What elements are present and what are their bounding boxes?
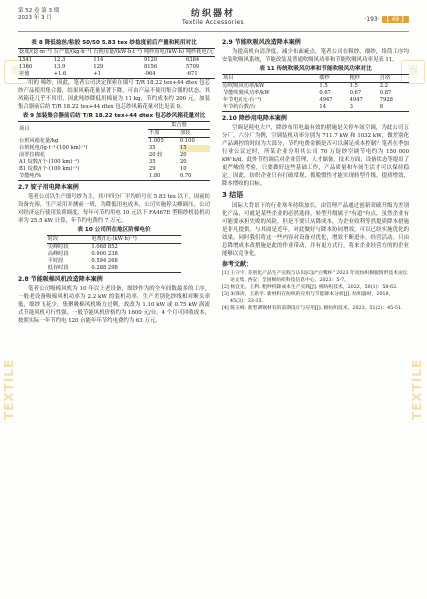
table-header: 吨纱用电/(kW·h) (143, 49, 184, 55)
reference-item: [4] 陈玉峰. 新型调钢材有的前期设计与应用[J]. 棉纺织技术，2023，51(2)：45-51. (222, 306, 403, 311)
table-cell: 0.100 (179, 138, 195, 144)
journal-title (168, 6, 258, 26)
table-cell: 3 (349, 104, 379, 112)
table-cell: 平时段 (47, 258, 64, 264)
watermark-text: TEXTILE (410, 358, 424, 420)
table-cell: -671 (185, 71, 215, 79)
table-cell: 8 (379, 104, 409, 112)
section-heading: 3 结语 (222, 191, 244, 199)
table-cell: 1.068 852 (91, 244, 118, 250)
journal-title-en: Textile Accessories (182, 19, 244, 26)
table-cell: 8156 (143, 64, 158, 70)
table-cell: 1.5 (319, 83, 328, 89)
table-header: 集合器 (148, 122, 210, 130)
table-cell: 节能吨/% (18, 173, 148, 181)
table-header: 不加 (148, 130, 179, 138)
paragraph: 空调是耗电大户，降纱布用电最有效的措施是关停车间空调，为此公司五分厂，六分厂为例，空调装机功率分别为 711.7 kW 和 1032 kW，做差别化产品调控的时间为大部分，节约电费金额是否可以满足成本控制？笔者在季加行业公议过时，所某企业分用其公司 70 万锭纱空调节电约为 150 000 kW·h/d，此外节约调后对企业管理、人才储备，技术方面，设备状态等提出了更严峻的考验，只要做好这些基础工作，产品质量和车间生活才可以保持稳定。因此，纺织企业只有打破常规，拨脱惯性才能实现转型升级，提质增效，降本增收的目标。 (222, 125, 409, 187)
table-row (18, 173, 210, 181)
table-cell: 0.594 268 (91, 258, 118, 264)
table-cell: 0.288 298 (90, 265, 181, 273)
references-list (222, 270, 409, 312)
table-cell: 129 (93, 64, 104, 70)
table-row (222, 104, 409, 112)
table-header: 加装 (179, 130, 210, 138)
paragraph: 国际大背景下的行业寒冬持续加长，由管理产品通过创新突破升级为差别化产品，可就是某些企业的必然选择，转型升级属于"有道"有点，虽然企业有可能要承担失败的风险，但是不要只从降成本，为企业收利等然提质降本措施是非凡提供。与其面是近年，对此做好与降本协同增效，可以已经实施优化的效果，同时我们将这一些内容对设备对优化，增效不断进步，经营活动。只由总降增成本改措施是此的作业带动，并有更方式行，将来企业经营方的的企业能够以竞争化。 (222, 203, 409, 257)
table-row (18, 138, 210, 146)
reference-item: [2] 杨宜先，王利. 粗纱机降成本生产实践[J]. 棉纺织技术，2022，50(1)：58-62. (222, 285, 398, 290)
table-header: 时段 (47, 236, 91, 244)
table-cell: +1 (92, 71, 143, 79)
table-header: 自络 (379, 75, 409, 83)
table-header: 台耗用量/(kW·h·t⁻¹) (93, 49, 142, 55)
table-row (18, 145, 210, 152)
table-row (222, 90, 409, 97)
table-11-caption: 表 11 传统吹吸风功率和节能吹吸风功率对比 (259, 66, 372, 72)
table-header: 台产量/(kg·h⁻¹) (53, 49, 92, 55)
table-cell: 1.80 (148, 173, 179, 181)
table-row (18, 166, 210, 173)
reference-item: [1] 王守宇. 差别化产品生产实践与认识[C]//"白鹭杯" 2023 年度纺织棉服情形技术论坛论文集. 西安：全国棉纺织科技信息中心，2023：5-7。 (222, 271, 408, 283)
table-row (18, 57, 215, 65)
table-header: 项目 (222, 75, 318, 83)
section-heading: 2.7 锭子用电降本案例 (18, 184, 79, 191)
table-cell: 4947 (349, 97, 363, 103)
table-10-caption: 表 10 公司所在地区阶梯电价 (77, 227, 151, 233)
table-cell: 4947 (319, 97, 333, 103)
table-cell: 114 (93, 57, 104, 63)
table-cell: A1 锭数/(个·(100 km)⁻¹) (19, 159, 80, 165)
table-cell: 7928 (379, 97, 393, 103)
table-cell: 低谷时段 (47, 265, 91, 273)
table-row (18, 159, 210, 166)
table-cell: 台班风箱花量/kg (19, 137, 59, 144)
table-cell: 20 较 (148, 152, 163, 158)
table-cell: B1 锭数/(个·(100 km)⁻¹) (19, 166, 80, 172)
right-column (222, 38, 409, 312)
table-9-caption: 表 9 加装集合器前后纺 T/R 18.22 tex+44 dtex 包芯纱风箱花量对比 (22, 113, 206, 119)
publish-date: 2023 年 3 月 (18, 15, 52, 21)
table-row (222, 83, 409, 91)
issue-page-badge: 【 49 】 (383, 16, 407, 23)
table-cell: 20 (179, 152, 187, 158)
table-cell: 台班耗电/(g·t⁻¹·(100 km)⁻¹) (19, 145, 88, 151)
table-cell: 高峰时段 (47, 251, 69, 257)
table-cell: 35 (148, 159, 156, 165)
table-cell: 0.87 (379, 90, 392, 96)
table-cell: 0.67 (319, 90, 331, 96)
table-cell: 10 (179, 166, 187, 172)
table-cell: 尖峰时段 (47, 244, 69, 250)
table-8 (18, 48, 215, 79)
paragraph: 笔者公司以生产细号纱为主，其中四分厂平均纺号在 5.83 tex 以下，因前纺设备充裕，生产采用并测前一班，为降低用电成本，公司实施停尖峰调压，公司对经济运行使用负荷调度，每年可节约用电 10 元以下 FA467E 型粗纱机装机功率为 25.5 kW 计算，年节约电费约 7 万元。 (18, 194, 210, 224)
watermark-text: TEXTILE (2, 358, 16, 420)
table-cell: 6384 (185, 57, 200, 63)
section-heading: 2.10 降纱用电降本案例 (222, 115, 287, 122)
table-row (18, 64, 215, 71)
table-cell: 1360 (19, 64, 33, 70)
table-cell: 12.3 (53, 57, 66, 63)
table-cell: 35 (148, 145, 156, 151)
table-cell: +1.6 (53, 71, 93, 79)
table-row (18, 71, 215, 79)
table-cell: 0.900 238 (91, 251, 118, 257)
table-cell: 20 (179, 159, 187, 165)
table-9 (18, 121, 210, 181)
journal-title-cn: 纺织器材 (190, 9, 235, 19)
table-cell: 15 (179, 145, 210, 152)
table-cell: 0.67 (349, 90, 362, 96)
volume-issue: 第 52 卷 第 3 期 (18, 8, 60, 14)
table-cell: 14 (318, 104, 348, 112)
section-heading: 2.8 节能吸棉风机改造降本案例 (18, 276, 103, 283)
table-row (47, 244, 181, 252)
page-number-text: ·193· (364, 16, 380, 23)
references-heading: 参考文献： (222, 261, 253, 268)
table-header: 项目 (18, 122, 148, 138)
table-cell: 0.70 (179, 173, 210, 181)
table-cell: 年节电/(元·台⁻¹) (223, 97, 262, 103)
watermark-seal-icon: 器 (401, 60, 425, 84)
page-number (364, 14, 409, 23)
table-cell: 29 (148, 166, 156, 172)
watermark-seal-icon: 器 (4, 60, 28, 84)
table-cell: 1.005 (148, 138, 164, 144)
table-cell: 原吹吸风功率/kW (223, 83, 265, 89)
table-row (222, 97, 409, 104)
reference-item: [3] 朱锋涛，王新平. 新材料在纺织的应用与节能降本分析[J]. 纺织器材，2018，45(3)：33-35. (222, 292, 394, 304)
table-header: 吨纱耗电/元 (185, 49, 214, 55)
table-8-caption: 表 8 降低捻丝/粘胶 50/50 5.83 tex 纱捻度前后产量和耗用对比 (31, 40, 197, 46)
paragraph: 笔者公司吸棉风机为 10 年以上老设备，细纱作为的全车间数最多的工序，一般老设备吸棉风机功率为 2.2 kW 的装机功率，生产差别化纱线相对断头率低，细纱飞花少，集聚吸棉风机吸力过剩，故改为 1.10 kW 或 0.75 kW 涡流式节能风机可行性强。一般节能风机价格约为 1600 元/台，4 个月可回收成本，按照实际一年节约电 120 台能年年节约电费约为 63 万元。 (18, 286, 210, 324)
volume-info (18, 8, 59, 22)
table-10 (47, 235, 181, 273)
table-cell: 1.5 (349, 83, 358, 89)
table-header: 粗纱 (349, 75, 379, 83)
table-cell: 差值 (18, 71, 53, 79)
table-cell: 13.9 (53, 64, 66, 70)
table-row (18, 152, 210, 159)
paragraph: 为提高机台清净度，减少布面疵点，笔者公司在粗纱，细纱，络筒工序均安装吹吸风系统，节能改装及普通吹吸风功率和节能吹吸风功率见表 11。 (222, 49, 409, 63)
table-cell: -964 (143, 71, 185, 79)
table-row (47, 251, 181, 258)
table-row (47, 265, 181, 273)
left-column (18, 38, 214, 325)
table-cell: 前罗拉棉花 (19, 152, 45, 158)
table-cell: 1541 (19, 57, 33, 63)
paragraph: 用的 棉纱，因此，笔者公司决定探索在细号 T/R 18.22 tex+44 dtex 包芯纱产品使用集合器，结果风箱花量显著下降，可由产品不使用集合器的状态，其风箱花几乎不用用，因此吨纱降低用棉量为 11 kg，节约成本约 200 元。加装集合器前后纺 T/R 18.22 tex+44 dtex 包芯纱风箱花量对比见表 9。 (18, 80, 210, 110)
table-header: 细纱 (318, 75, 348, 83)
table-cell: 2.2 (379, 83, 389, 89)
table-header: 电费/(元·(kW·h)⁻¹) (90, 236, 181, 244)
header-rule (18, 31, 409, 32)
table-cell: 9120 (143, 57, 158, 63)
table-cell: 年节约台数/台 (222, 104, 318, 112)
table-11 (222, 74, 409, 112)
page-header (0, 0, 427, 34)
section-heading: 2.9 节能吹吸风改造降本案例 (222, 39, 301, 46)
table-header: 捻度/(捻·m⁻¹) (19, 49, 52, 55)
table-cell: 5709 (185, 64, 200, 70)
table-row (47, 258, 181, 265)
table-cell: 节能吹吸风功率/kW (223, 90, 270, 96)
